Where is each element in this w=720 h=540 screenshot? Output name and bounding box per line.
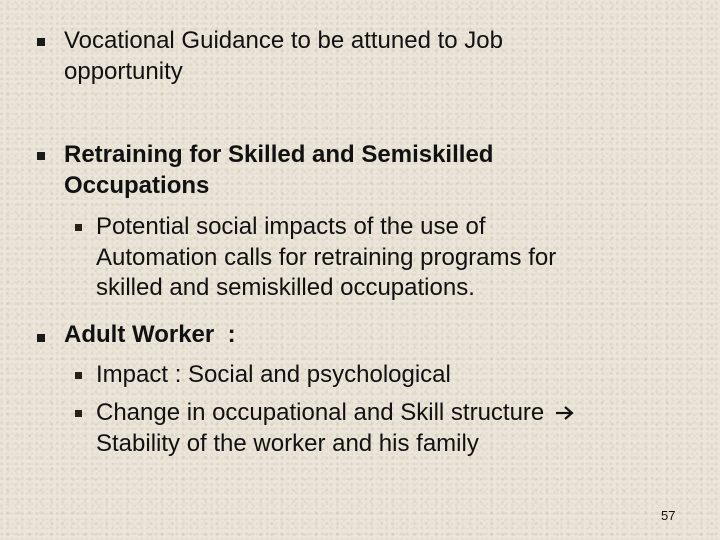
text-span: Change in occupational and Skill structure (96, 399, 545, 426)
sub-bullet-text (96, 398, 575, 459)
text-line: Impact : Social and psychological (96, 361, 451, 388)
sub-bullet-square-icon (75, 372, 82, 379)
text-line: Automation calls for retraining programs for (96, 243, 557, 271)
arrow-right-icon (555, 405, 575, 421)
bullet-square-icon (37, 334, 45, 342)
text-line: opportunity (64, 57, 183, 85)
text-line: Adult Worker : (64, 321, 236, 348)
text-line: Vocational Guidance to be attuned to Job (64, 27, 503, 54)
bullet-square-icon (37, 38, 45, 46)
text-line (96, 398, 575, 429)
page-number: 57 (661, 508, 676, 523)
text-line: Occupations (64, 171, 210, 199)
bullet-square-icon (37, 152, 45, 160)
bullet-text (64, 320, 236, 351)
bullet-text (64, 140, 493, 201)
sub-bullet-text (96, 212, 556, 304)
sub-bullet-square-icon (75, 224, 82, 231)
sub-bullet-text (96, 360, 451, 391)
bullet-text (64, 26, 503, 87)
text-line: Stability of the worker and his family (96, 429, 479, 457)
text-line: Retraining for Skilled and Semiskilled (64, 141, 494, 168)
text-line: skilled and semiskilled occupations. (96, 274, 475, 301)
text-line: Potential social impacts of the use of (96, 213, 486, 240)
sub-bullet-square-icon (75, 410, 82, 417)
